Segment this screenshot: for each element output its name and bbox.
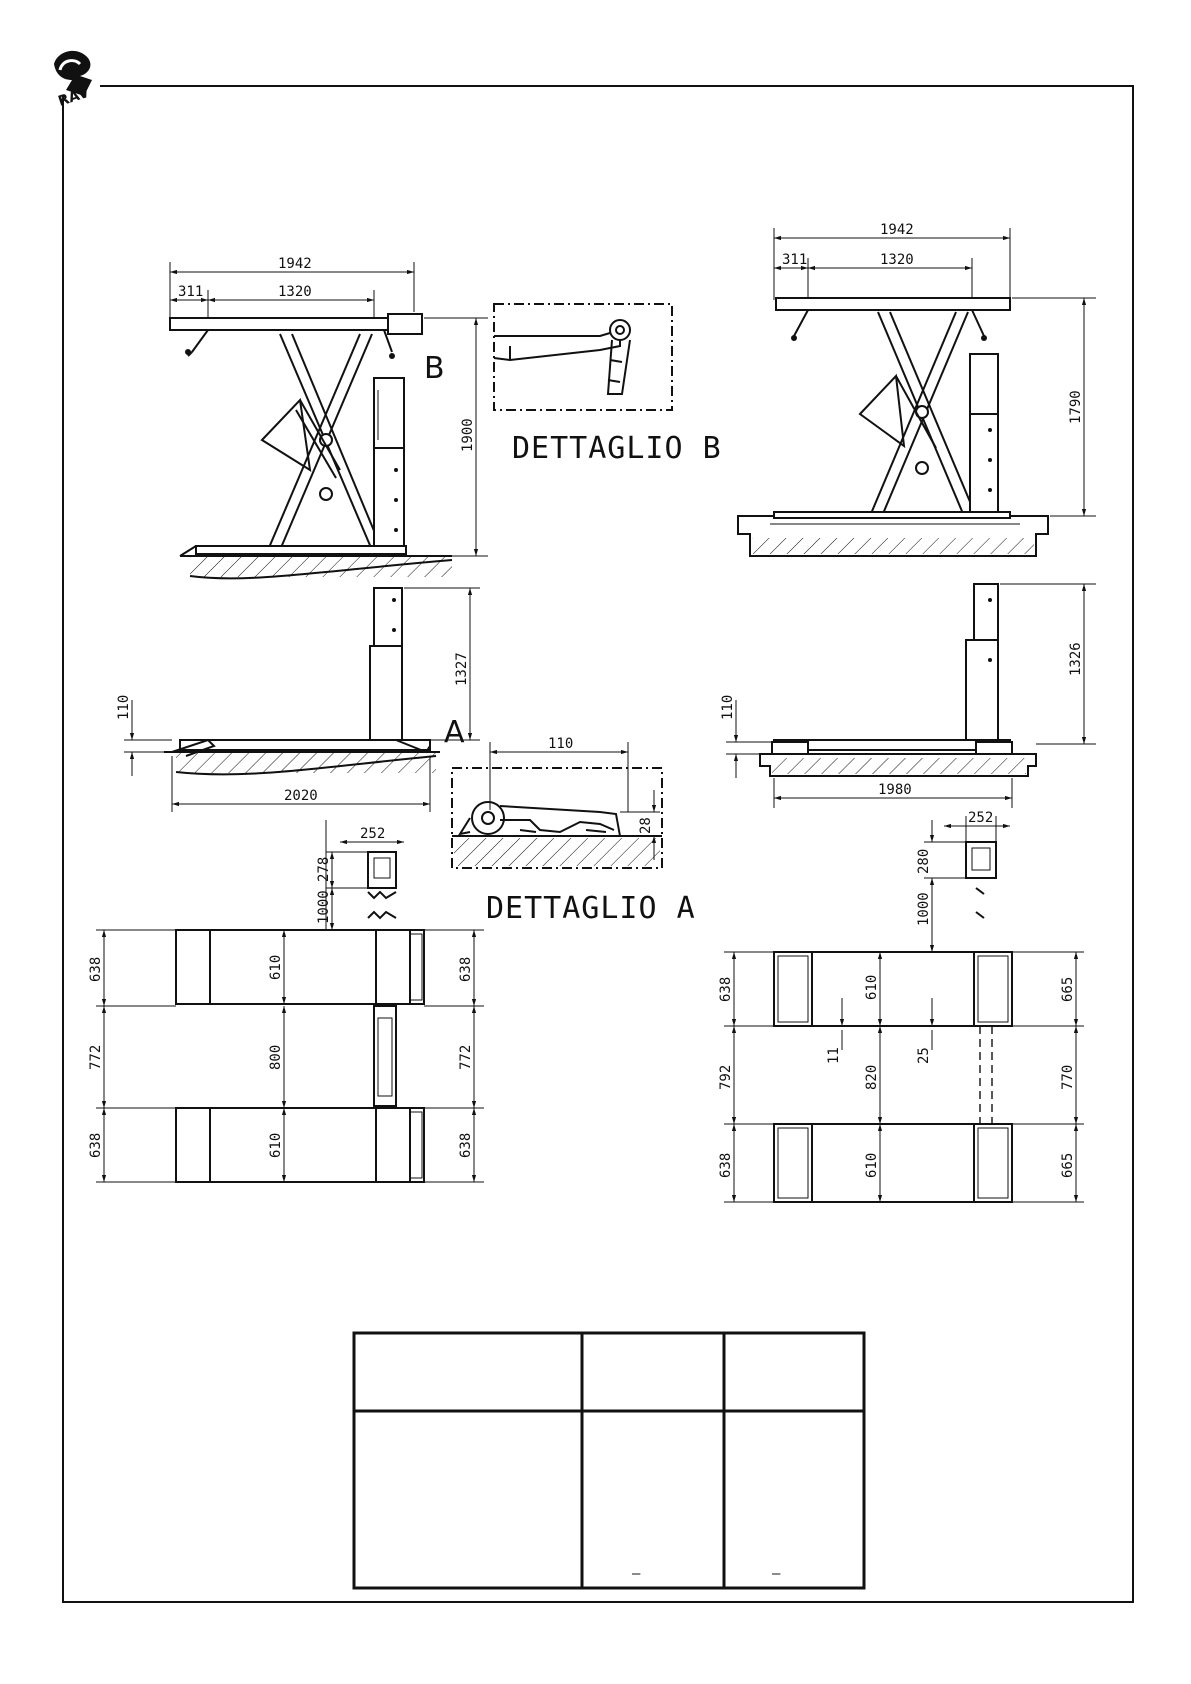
left-plan-view: [88, 820, 484, 1182]
dim-110-right: 110: [720, 694, 736, 720]
dim-1942-right: 1942: [880, 222, 914, 238]
dim-1320-left: 1320: [278, 284, 312, 300]
dim-1000-right: 1000: [916, 892, 932, 926]
dim-left-772: 772: [88, 1044, 104, 1070]
detail-a: [452, 736, 696, 926]
dim-r-right-665-top: 665: [1060, 976, 1076, 1002]
rav-logo: [54, 51, 92, 110]
dim-r-left-638-bottom: 638: [718, 1152, 734, 1178]
logo-text: RAV: [56, 84, 92, 110]
right-lowered-side-view: [720, 584, 1096, 808]
dim-inner-800: 800: [268, 1044, 284, 1070]
detail-b-title: DETTAGLIO B: [512, 431, 722, 466]
dim-r-inner-820: 820: [864, 1064, 880, 1090]
dim-r-right-665-bottom: 665: [1060, 1152, 1076, 1178]
dim-inner-610-bottom: 610: [268, 1132, 284, 1158]
left-raised-side-view: [170, 256, 488, 578]
dim-right-638-top: 638: [458, 956, 474, 982]
dim-1320-right: 1320: [880, 252, 914, 268]
dim-r-left-792: 792: [718, 1064, 734, 1090]
dim-1942-left: 1942: [278, 256, 312, 272]
dim-right-252: 252: [968, 810, 994, 826]
dim-r-right-770: 770: [1060, 1064, 1076, 1090]
title-block-mark-1: –: [632, 1566, 641, 1582]
dim-110-left: 110: [116, 694, 132, 720]
dim-r-left-638-top: 638: [718, 976, 734, 1002]
dim-left-638-bottom: 638: [88, 1132, 104, 1158]
detail-a-title: DETTAGLIO A: [486, 891, 696, 926]
dim-1900: 1900: [460, 418, 476, 452]
dim-2020: 2020: [284, 788, 318, 804]
dim-1000-left: 1000: [316, 890, 332, 924]
title-block-mark-2: –: [772, 1566, 781, 1582]
dim-1980: 1980: [878, 782, 912, 798]
dim-r-inner-610-top: 610: [864, 974, 880, 1000]
dim-311-left: 311: [178, 284, 204, 300]
left-lowered-side-view: [116, 588, 480, 812]
detail-b: [494, 304, 722, 466]
dim-detail-a-28: 28: [638, 817, 654, 834]
dim-311-right: 311: [782, 252, 808, 268]
dim-278: 278: [316, 856, 332, 882]
dim-right-638-bottom: 638: [458, 1132, 474, 1158]
dim-1790: 1790: [1068, 390, 1084, 424]
right-plan-view: [718, 810, 1084, 1202]
detail-marker-b: B: [424, 351, 445, 386]
dim-right-772: 772: [458, 1044, 474, 1070]
detail-marker-a: A: [444, 715, 465, 750]
dim-detail-a-110: 110: [548, 736, 574, 752]
dim-inner-610-top: 610: [268, 954, 284, 980]
dim-280: 280: [916, 848, 932, 874]
dim-11: 11: [826, 1047, 842, 1064]
right-raised-side-view: [738, 222, 1096, 556]
dim-left-638-top: 638: [88, 956, 104, 982]
dim-25: 25: [916, 1047, 932, 1064]
dim-left-252: 252: [360, 826, 386, 842]
dim-r-inner-610-bottom: 610: [864, 1152, 880, 1178]
dim-1327: 1327: [454, 652, 470, 686]
title-block: [354, 1333, 864, 1588]
dim-1326: 1326: [1068, 642, 1084, 676]
